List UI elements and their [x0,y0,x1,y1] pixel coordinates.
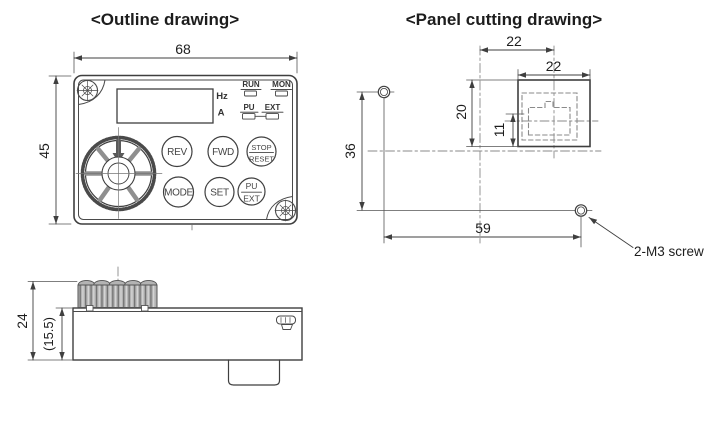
dim-screw-horizontal-59 [384,98,581,247]
panel-cutting-view [342,33,704,259]
dim-cutout-width-label: 22 [545,58,562,74]
dim-width-label: 68 [175,41,191,57]
display-window [117,89,213,123]
a-unit-label: A [217,107,225,119]
pu-label: PU [243,103,255,112]
button-pu-ext [238,178,265,205]
dim-screw-vertical-36 [342,92,362,210]
dim-cutout-height-20 [453,80,518,147]
hz-unit-label: Hz [216,91,228,102]
side-dial-knob [78,280,157,311]
bottom-connector [229,360,280,385]
pu-button-label: PU [245,181,258,191]
screw-hole-bottom-right [575,205,586,216]
run-label: RUN [242,80,260,89]
knob-foot-right [142,306,149,312]
screw-callout [589,218,704,260]
dim-body-height-label: (15.5) [41,317,56,351]
dim-width-68 [74,41,297,73]
button-fwd [208,137,238,167]
knob-foot-left [87,306,94,312]
ext-label: EXT [264,103,281,112]
mon-label: MON [272,80,291,89]
screw-hole-top-left [357,86,394,97]
fwd-button-label: FWD [212,147,234,158]
button-mode [164,177,194,207]
hidden-connector-outline [529,102,571,136]
outline-drawing-title: <Outline drawing> [90,10,240,29]
dim-height-label: 45 [36,143,52,159]
outline-front-view [36,41,297,230]
screw-note-label: 2-M3 screw [634,244,704,259]
mode-button-label: MODE [164,187,193,199]
ext-button-label: EXT [243,193,260,204]
reset-button-label: RESET [248,154,275,164]
outline-side-view [14,267,302,385]
side-body-outline [73,308,302,360]
screw-icon [77,80,98,101]
dim-connector-label: 11 [491,122,507,138]
stop-button-label: STOP [251,143,272,152]
dim-screw-vertical-label: 36 [342,143,358,159]
rev-button-label: REV [167,147,187,158]
dim-height-45 [36,76,71,224]
screw-callout-leader [589,218,633,248]
dim-cutout-height-label: 20 [453,104,469,120]
dim-total-height-label: 24 [14,313,30,329]
button-set [205,178,234,207]
panel-cutting-drawing-title: <Panel cutting drawing> [405,10,603,29]
button-stop-reset [247,137,276,166]
dim-screw-horizontal-label: 59 [475,220,491,236]
dim-body-height-15-5 [41,308,72,360]
set-button-label: SET [210,187,229,199]
button-rev [162,137,192,167]
dim-center-offset-22 [480,33,554,50]
dim-connector-11 [491,114,524,147]
dim-center-offset-label: 22 [506,33,522,49]
hidden-body-outline [522,93,577,140]
screw-icon [275,200,296,221]
